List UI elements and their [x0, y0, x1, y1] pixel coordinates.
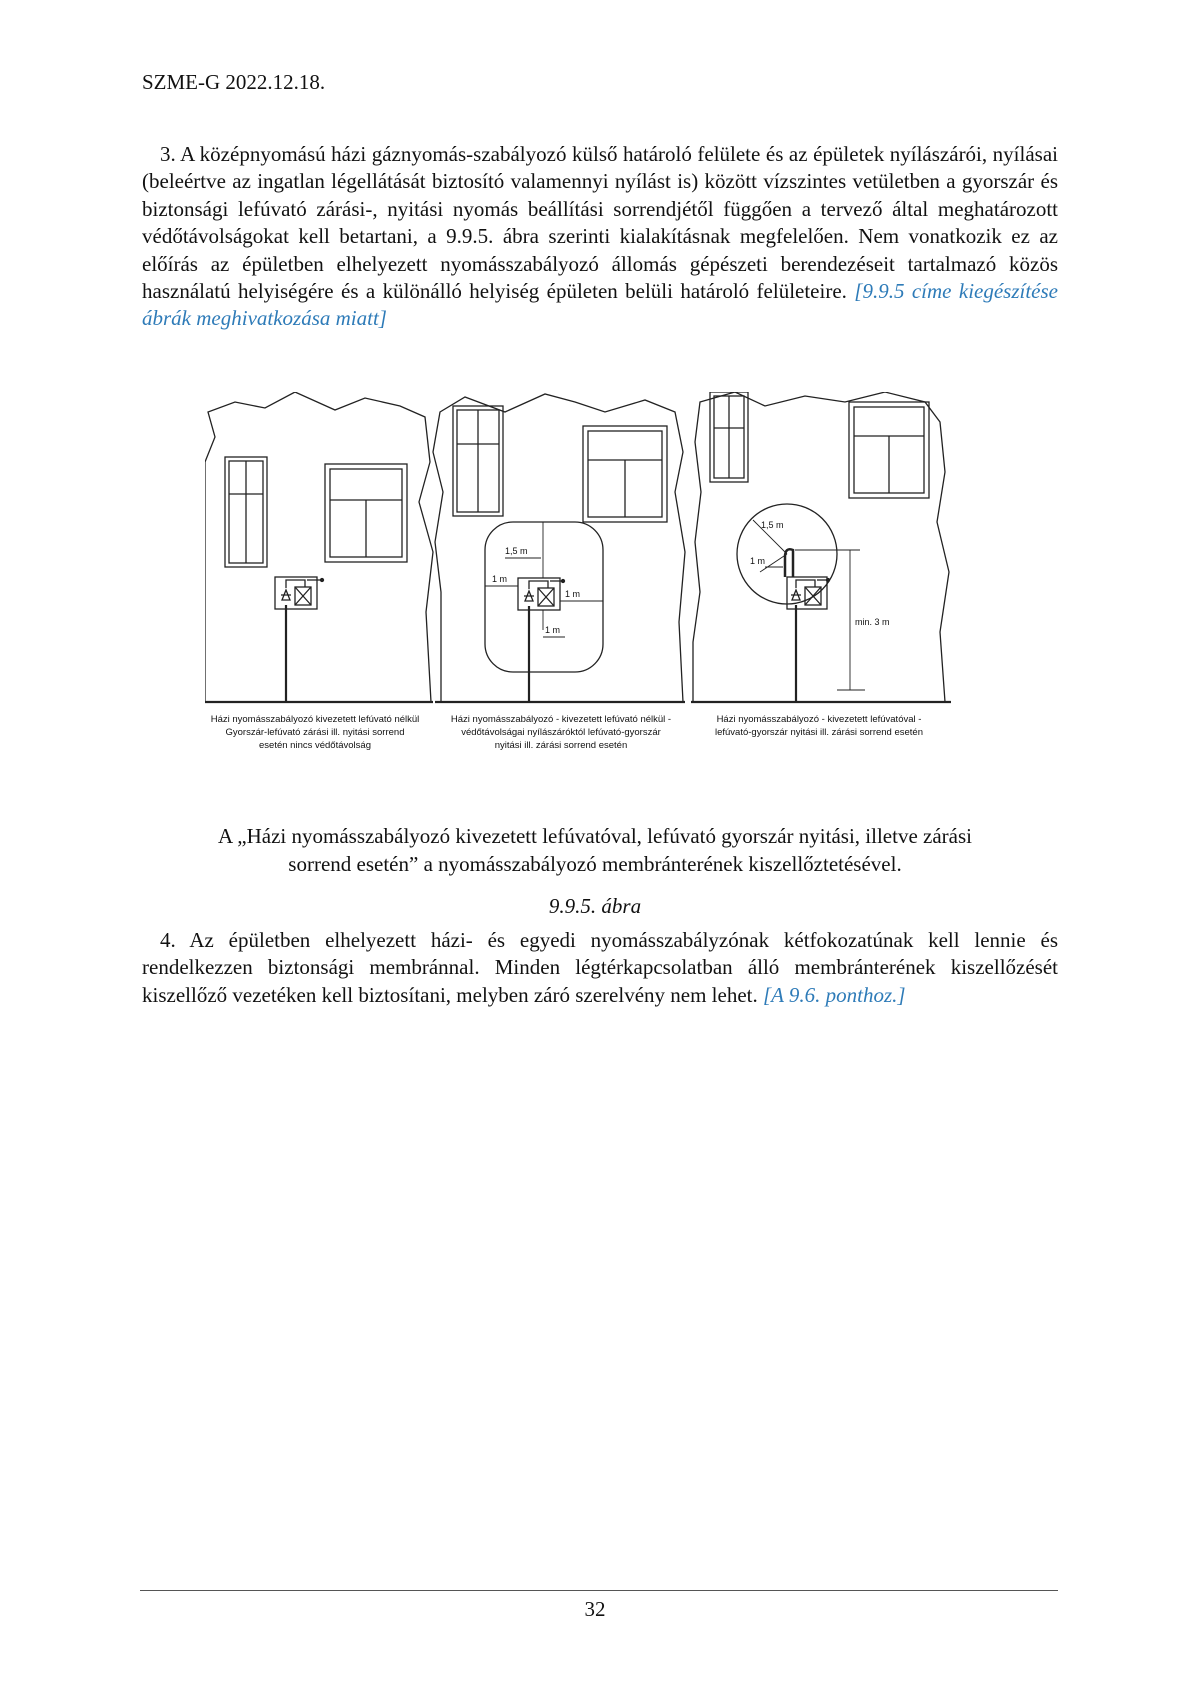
panel3-caption-line1: Házi nyomásszabályozó - kivezetett lefúvatóval - [716, 714, 922, 725]
panel2-dim-bottom: 1 m [545, 625, 561, 635]
panel3-window-right [849, 402, 929, 498]
panel2-window-left [453, 406, 503, 516]
panel3-wall-outline [693, 392, 949, 702]
panel1-window-right [325, 464, 407, 562]
paragraph-3-text: 3. A középnyomású házi gáznyomás-szabályozó külső határoló felülete és az épületek nyílászárói, nyílásai (beleértve az ingatlan légellátását biztosító valamennyi nyílást is) között vízszintes vetületben a gyorszár és biztonsági lefúvató zárási-, nyitási nyomás beállítási sorrendjétől függően a tervező által meghatározott védőtávolságokat kell betartani, a 9.9.5. ábra szerinti kialakításnak megfelelően. Nem vonatkozik ez az előírás az épületben elhelyezett nyomásszabályozó állomás gépészeti berendezéseit tartalmazó közös használatú helyiségére és a különálló helyiség épületen belüli határoló felületeire. [142, 142, 1058, 304]
paragraph-4 [142, 927, 1058, 1009]
figure-label: 9.9.5. ábra [548, 894, 642, 918]
panel2-dim-left: 1 m [492, 574, 508, 584]
panel3-window-left [710, 392, 748, 482]
document-header: SZME-G 2022.12.18. [142, 70, 326, 94]
panel1-caption-line2: Gyorszár-lefúvató zárási ill. nyitási sorrend [225, 727, 405, 738]
paragraph-3-reference: [9.9.5 címe kiegészítése ábrák meghivatkozása miatt] [142, 279, 1058, 331]
panel3-caption-line2: lefúvató-gyorszár nyitási ill. zárási sorrend esetén [714, 727, 924, 738]
panel3-regulator [785, 549, 830, 702]
figure-9-9-5 [205, 392, 1031, 812]
footer-divider [140, 1590, 1058, 1591]
panel1-regulator [275, 577, 324, 702]
panel2-caption-line2: védőtávolságai nyílászáróktól lefúvató-gyorszár [461, 727, 661, 738]
panel2-regulator [518, 578, 565, 702]
panel3-dim-radius-small: 1 m [750, 556, 766, 566]
panel2-dim-top: 1,5 m [505, 546, 528, 556]
panel2-caption-line1: Házi nyomásszabályozó - kivezetett lefúvató nélkül - [450, 714, 672, 725]
panel1-window-left [225, 457, 267, 567]
paragraph-4-reference: [A 9.6. ponthoz.] [763, 982, 906, 1007]
panel3-dim-height: min. 3 m [855, 617, 890, 627]
panel2-wall-outline [433, 394, 685, 702]
page-number: 32 [584, 1597, 606, 1621]
paragraph-4-text: 4. Az épületben elhelyezett házi- és egyedi nyomásszabályzónak kétfokozatúnak kell lennie és rendelkezzen biztonsági membránnal. Minden légtérkapcsolatban álló membránterének kiszellőzését kiszellőző vezetéken kell biztosítani, melyben záró szerelvény nem lehet. [142, 928, 1058, 1007]
figure-caption-text: A „Házi nyomásszabályozó kivezetett lefúvatóval, lefúvató gyorszár nyitási, illetve zárási sorrend esetén” a nyomásszabályozó membránterének kiszellőztetésével. [218, 824, 972, 876]
paragraph-3 [142, 141, 1058, 333]
panel3-dim-radius-large: 1,5 m [761, 520, 784, 530]
panel2-window-right [583, 426, 667, 522]
panel2-protection-zone [485, 522, 603, 672]
panel2-dim-right: 1 m [565, 589, 581, 599]
panel1-caption-line1: Házi nyomásszabályozó kivezetett lefúvató nélkül [210, 714, 420, 725]
panel1-wall-outline [205, 392, 433, 702]
panel2-caption-line3: nyitási ill. zárási sorrend esetén [494, 740, 628, 751]
panel1-caption-line3: esetén nincs védőtávolság [259, 740, 371, 751]
